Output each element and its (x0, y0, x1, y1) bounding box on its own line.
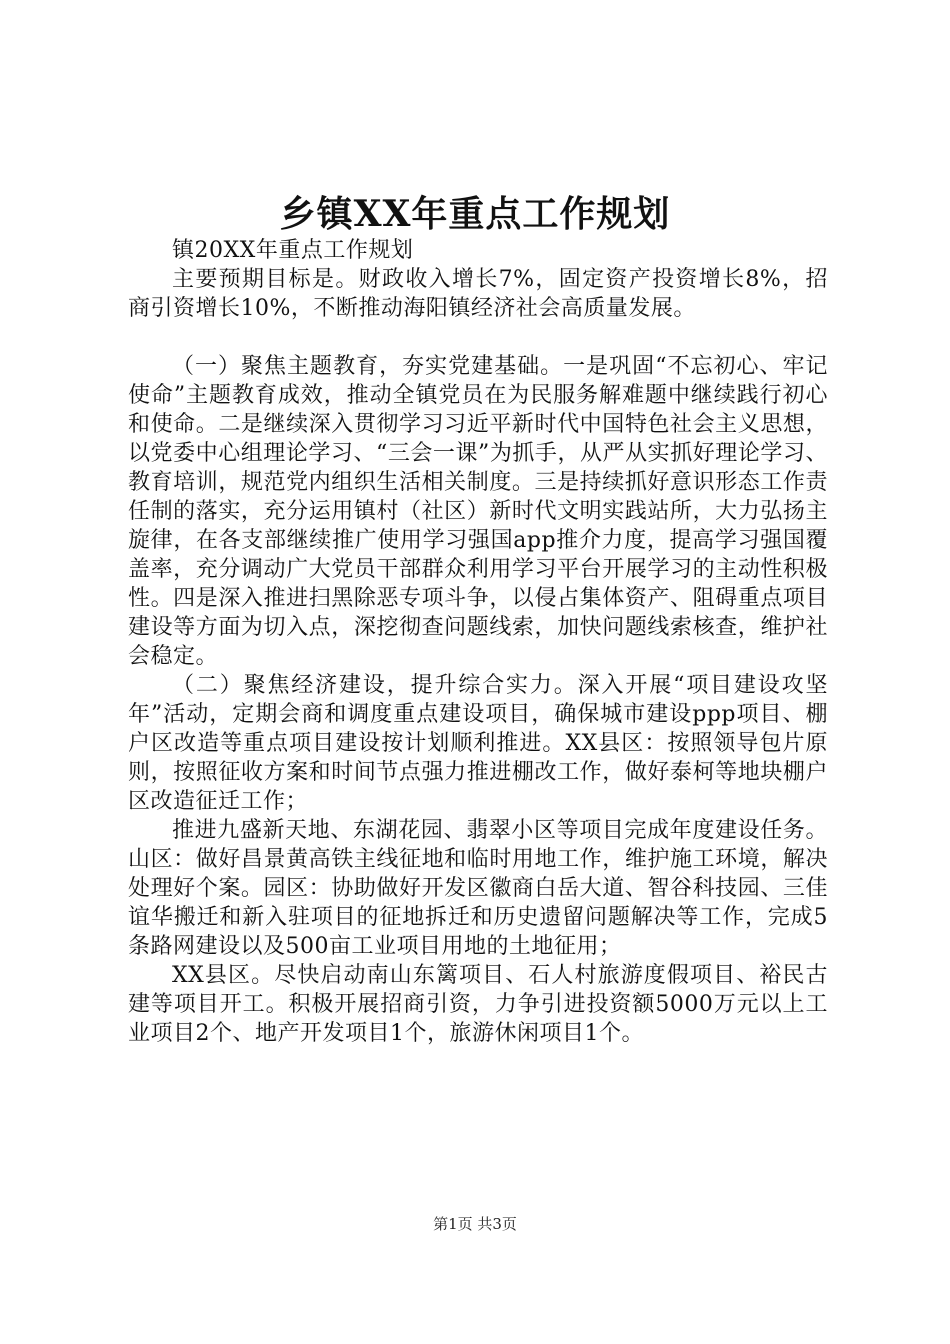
paragraph-economic-construction: （二）聚焦经济建设，提升综合实力。深入开展“项目建设攻坚年”活动，定期会商和调度重点建设项目，确保城市建设ppp项目、棚户区改造等重点项目建设按计划顺利推进。XX县区：按照领导包片原则，按照征收方案和时间节点强力推进棚改工作，做好泰柯等地块棚户区改造征迁工作； (128, 673, 828, 814)
document-title: 乡镇XX年重点工作规划 (279, 193, 671, 235)
document-body (128, 236, 828, 1048)
paragraph-targets: 主要预期目标是。财政收入增长7%，固定资产投资增长8%，招商引资增长10%，不断推动海阳镇经济社会高质量发展。 (128, 267, 828, 321)
paragraph-county: XX县区。尽快启动南山东篱项目、石人村旅游度假项目、裕民古建等项目开工。积极开展招商引资，力争引进投资额5000万元以上工业项目2个、地产开发项目1个，旅游休闲项目1个。 (128, 963, 828, 1046)
page-footer: 第1页 共3页 (433, 1215, 517, 1233)
paragraph-gap (128, 323, 828, 352)
paragraph-projects: 推进九盛新天地、东湖花园、翡翠小区等项目完成年度建设任务。山区：做好昌景黄高铁主线征地和临时用地工作，维护施工环境，解决处理好个案。园区：协助做好开发区徽商白岳大道、智谷科技园、三佳谊华搬迁和新入驻项目的征地拆迁和历史遗留问题解决等工作，完成5条路网建设以及500亩工业项目用地的土地征用； (128, 818, 828, 959)
document-subtitle: 镇20XX年重点工作规划 (172, 238, 414, 263)
paragraph-party-building: （一）聚焦主题教育，夯实党建基础。一是巩固“不忘初心、牢记使命”主题教育成效，推动全镇党员在为民服务解难题中继续践行初心和使命。二是继续深入贯彻学习习近平新时代中国特色社会主义思想，以党委中心组理论学习、“三会一课”为抓手，从严从实抓好理论学习、教育培训，规范党内组织生活相关制度。三是持续抓好意识形态工作责任制的落实，充分运用镇村（社区）新时代文明实践站所，大力弘扬主旋律，在各支部继续推广使用学习强国app推介力度，提高学习强国覆盖率，充分调动广大党员干部群众利用学习平台开展学习的主动性积极性。四是深入推进扫黑除恶专项斗争，以侵占集体资产、阻碍重点项目建设等方面为切入点，深挖彻查问题线索，加快问题线索核查，维护社会稳定。 (128, 354, 828, 669)
